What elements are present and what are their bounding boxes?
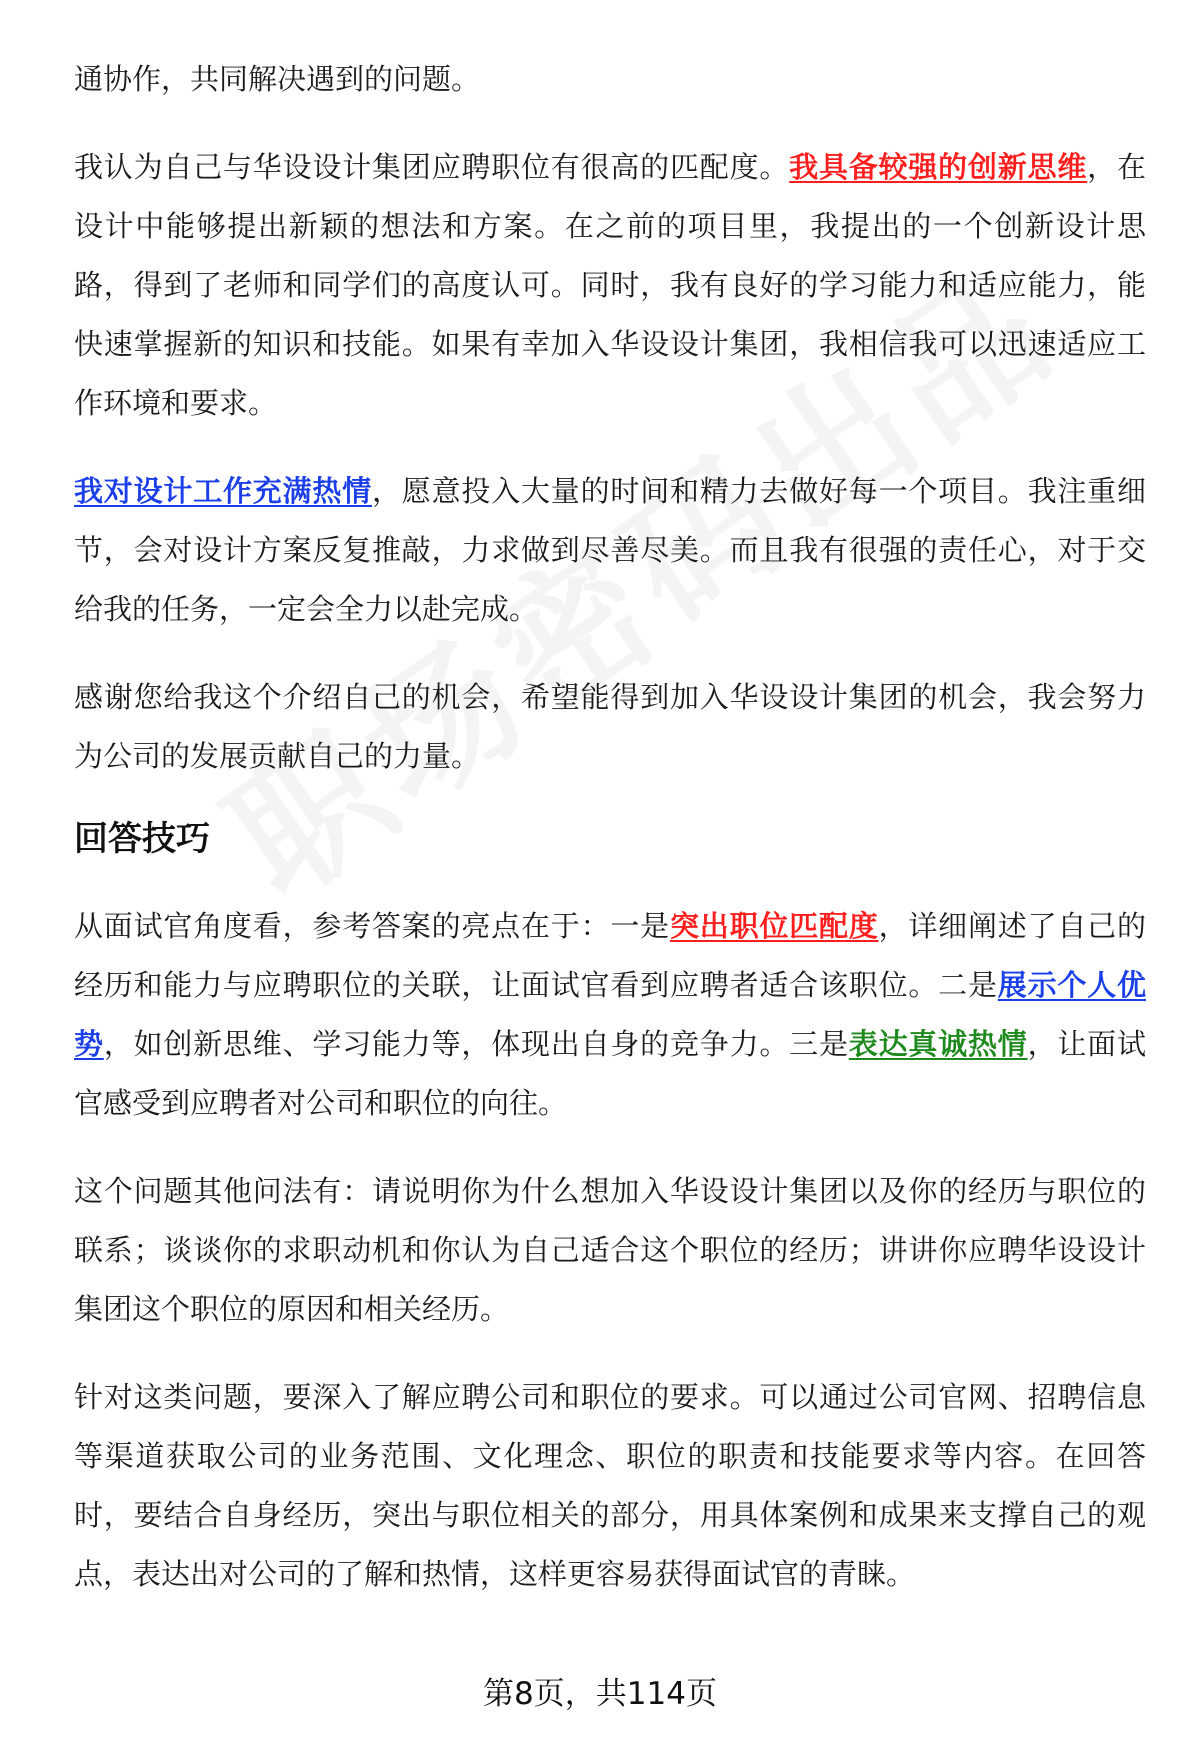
document-body xyxy=(74,50,1146,1633)
paragraph-text: 这个问题其他问法有：请说明你为什么想加入华设设计集团以及你的经历与职位的联系；谈谈你的求职动机和你认为自己适合这个职位的经历；讲讲你应聘华设设计集团这个职位的原因和相关经历。 xyxy=(74,1174,1146,1326)
paragraph-text: ，详细阐述了自己的经历和能力与应聘职位的关联，让面试官看到应聘者适合该职位。二是 xyxy=(74,909,1146,1002)
paragraph-tips-strategy xyxy=(74,1368,1146,1604)
paragraph-collaboration xyxy=(74,50,1146,109)
highlight-advantages: 展示个人优势 xyxy=(74,968,1146,1061)
paragraph-text: 通协作，共同解决遇到的问题。 xyxy=(74,62,481,96)
highlight-job-fit: 突出职位匹配度 xyxy=(669,909,879,943)
section-title: 回答技巧 xyxy=(74,819,210,859)
paragraph-text: 感谢您给我这个介绍自己的机会，希望能得到加入华设设计集团的机会，我会努力为公司的发展贡献自己的力量。 xyxy=(74,680,1146,773)
paragraph-text: 我认为自己与华设设计集团应聘职位有很高的匹配度。 xyxy=(74,150,790,184)
paragraph-tips-alternatives xyxy=(74,1162,1146,1339)
paragraph-text: 针对这类问题，要深入了解应聘公司和职位的要求。可以通过公司官网、招聘信息等渠道获取公司的业务范围、文化理念、职位的职责和技能要求等内容。在回答时，要结合自身经历，突出与职位相关的部分，用具体案例和成果来支撑自己的观点，表达出对公司的了解和热情，这样更容易获得面试官的青睐。 xyxy=(74,1380,1146,1591)
page-number: 第8页，共114页 xyxy=(483,1676,717,1712)
paragraph-job-fit xyxy=(74,138,1146,433)
paragraph-passion xyxy=(74,462,1146,639)
highlight-innovation: 我具备较强的创新思维 xyxy=(789,150,1088,184)
paragraph-thanks xyxy=(74,668,1146,786)
paragraph-text: ，让面试官感受到应聘者对公司和职位的向往。 xyxy=(74,1027,1146,1120)
paragraph-tips-highlights xyxy=(74,897,1146,1133)
highlight-sincerity: 表达真诚热情 xyxy=(848,1027,1028,1061)
paragraph-text: ，在设计中能够提出新颖的想法和方案。在之前的项目里，我提出的一个创新设计思路，得到了老师和同学们的高度认可。同时，我有良好的学习能力和适应能力，能快速掌握新的知识和技能。如果有幸加入华设设计集团，我相信我可以迅速适应工作环境和要求。 xyxy=(74,150,1146,420)
paragraph-text: 从面试官角度看，参考答案的亮点在于：一是 xyxy=(74,909,670,943)
paragraph-text: ，愿意投入大量的时间和精力去做好每一个项目。我注重细节，会对设计方案反复推敲，力求做到尽善尽美。而且我有很强的责任心，对于交给我的任务，一定会全力以赴完成。 xyxy=(74,474,1146,626)
paragraph-text: ，如创新思维、学习能力等，体现出自身的竞争力。三是 xyxy=(103,1027,849,1061)
highlight-passion: 我对设计工作充满热情 xyxy=(74,474,372,508)
